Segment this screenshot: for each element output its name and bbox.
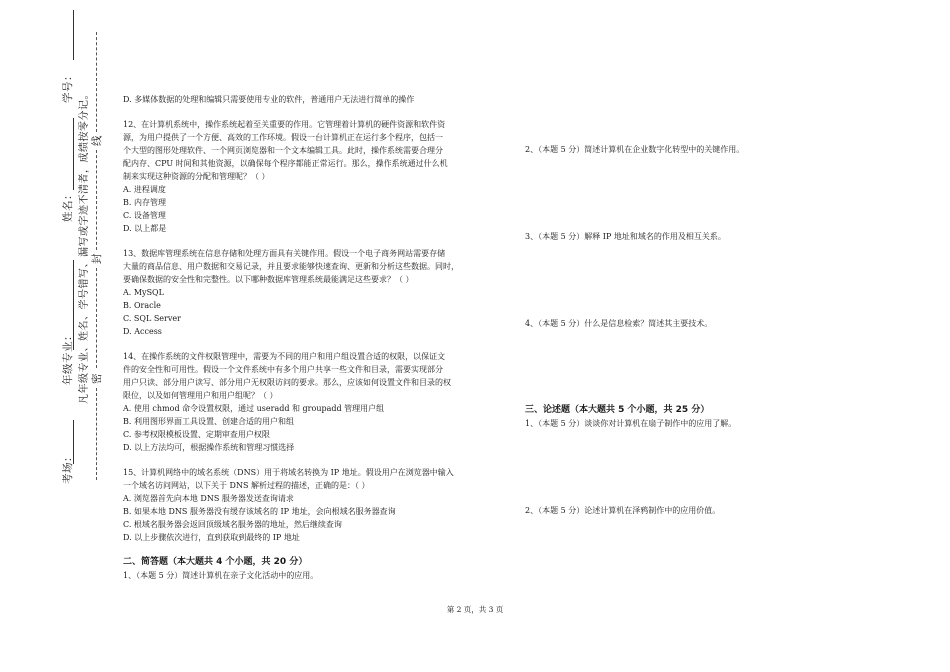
q13-option-a: A. MySQL (123, 288, 164, 297)
q13-line: 要确保数据的安全性和完整性。以下哪种数据库管理系统最能满足这些要求？（ ） (123, 275, 414, 284)
q14-line: 件的安全性和可用性。假设一个文件系统中有多个用户共享一些文件和目录，需要实现部分 (123, 365, 443, 374)
q13-option-d: D. Access (123, 327, 162, 336)
q15-option-c: C. 根域名服务器会返回顶级域名服务器的地址，然后继续查询 (123, 520, 342, 529)
q13-option-c: C. SQL Server (123, 314, 181, 323)
cut-line-top (96, 32, 97, 132)
q12-option-a: A. 进程调度 (123, 185, 166, 194)
question-15 (123, 466, 468, 544)
q14-option-c: C. 参考权限模板设置、定期审查用户权限 (123, 430, 270, 439)
q13-option-b: B. Oracle (123, 301, 161, 310)
xian-mark: 线 (91, 135, 103, 146)
kaochang-label: 考场： (62, 451, 74, 484)
question-14 (123, 350, 468, 454)
xingming-label: 姓名： (62, 189, 74, 222)
q12-line: 制来实现这种资源的分配和管理呢？（ ） (123, 172, 270, 181)
cut-line-middle-lower (96, 268, 97, 368)
q15-line: 15、计算机网络中的域名系统（DNS）用于将域名转换为 IP 地址。假设用户在浏览器中输入 (123, 468, 454, 477)
q13-line: 大量的商品信息、用户数据和交易记录，并且要求能够快速查询、更新和分析这些数据。同时， (123, 262, 459, 271)
section-2-question-1: 1、（本题 5 分）简述计算机在亲子文化活动中的应用。 (123, 571, 319, 580)
q14-option-a: A. 使用 chmod 命令设置权限，通过 useradd 和 groupadd 管理用户组 (123, 404, 385, 413)
q14-line: 14、在操作系统的文件权限管理中，需要为不同的用户和用户组设置合适的权限，以保证文 (123, 352, 446, 361)
section-2-question-4: 4、（本题 5 分）什么是信息检索？简述其主要技术。 (525, 319, 713, 328)
q14-line: 用户只读、部分用户读写、部分用户无权限访问的要求。那么，应该如何设置文件和目录的权 (123, 378, 451, 387)
q12-option-b: B. 内存管理 (123, 198, 166, 207)
q13-line: 13、数据库管理系统在信息存储和处理方面具有关键作用。假设一个电子商务网站需要存储 (123, 249, 446, 258)
mi-mark: 密 (91, 373, 103, 384)
q15-option-d: D. 以上步骤依次进行，直到获取到最终的 IP 地址 (123, 533, 300, 542)
q12-option-c: C. 设备管理 (123, 211, 166, 220)
q14-line: 限位，以及如何管理用户和用户组呢？（ ） (123, 391, 278, 400)
section-2-heading: 二、简答题（本大题共 4 个小题，共 20 分） (123, 557, 308, 567)
section-3-heading: 三、论述题（本大题共 5 个小题，共 25 分） (525, 405, 710, 415)
xuehao-line (73, 10, 74, 60)
cut-line-middle-upper (96, 150, 97, 250)
left-column (123, 93, 468, 582)
feng-mark: 封 (91, 253, 103, 264)
q14-option-b: B. 利用图形界面工具设置、创建合适的用户和组 (123, 417, 294, 426)
section-3-question-2: 2、（本题 5 分）论述计算机在泽鸦制作中的应用价值。 (525, 506, 721, 515)
niandu-label: 年级专业： (62, 330, 74, 385)
q12-option-d: D. 以上都是 (123, 224, 167, 233)
q15-option-b: B. 如果本地 DNS 服务器没有缓存该域名的 IP 地址，会向根域名服务器查询 (123, 507, 396, 516)
q12-line: 配内存、CPU 时间和其他资源，以确保每个程序都能正常运行。那么，操作系统通过什么机 (123, 159, 448, 168)
question-12 (123, 118, 468, 235)
section-3-question-1: 1、（本题 5 分）谈谈你对计算机在扇子制作中的应用了解。 (525, 419, 737, 428)
q15-option-a: A. 浏览器首先向本地 DNS 服务器发送查询请求 (123, 494, 294, 503)
xuehao-label: 学号： (62, 70, 74, 103)
binding-warning: 凡年级专业、姓名、学号错写、漏写或字迹不清者，成绩按零分记。 (79, 89, 90, 404)
page-number: 第 2 页，共 3 页 (446, 605, 504, 614)
q11-option-d: D. 多媒体数据的处理和编辑只需要使用专业的软件，普通用户无法进行简单的操作 (123, 95, 415, 104)
q12-line: 个大型的图形处理软件、一个网页浏览器和一个文本编辑工具。此时，操作系统需要合理分 (123, 146, 443, 155)
cut-line-bottom (96, 388, 97, 480)
q15-line: 一个域名访问网站，以下关于 DNS 解析过程的描述，正确的是：（ ） (123, 481, 370, 490)
section-2-question-3: 3、（本题 5 分）解释 IP 地址和域名的作用及相互关系。 (525, 232, 726, 241)
q12-line: 源，为用户提供了一个方便、高效的工作环境。假设一台计算机正在运行多个程序，包括一 (123, 133, 443, 142)
q12-line: 12、在计算机系统中，操作系统起着至关重要的作用。它管理着计算机的硬件资源和软件资 (123, 120, 446, 129)
section-2-question-2: 2、（本题 5 分）简述计算机在企业数字化转型中的关键作用。 (525, 145, 745, 154)
q14-option-d: D. 以上方法均可，根据操作系统和管理习惯选择 (123, 443, 295, 452)
question-13 (123, 247, 468, 338)
xingming-line (73, 118, 74, 190)
